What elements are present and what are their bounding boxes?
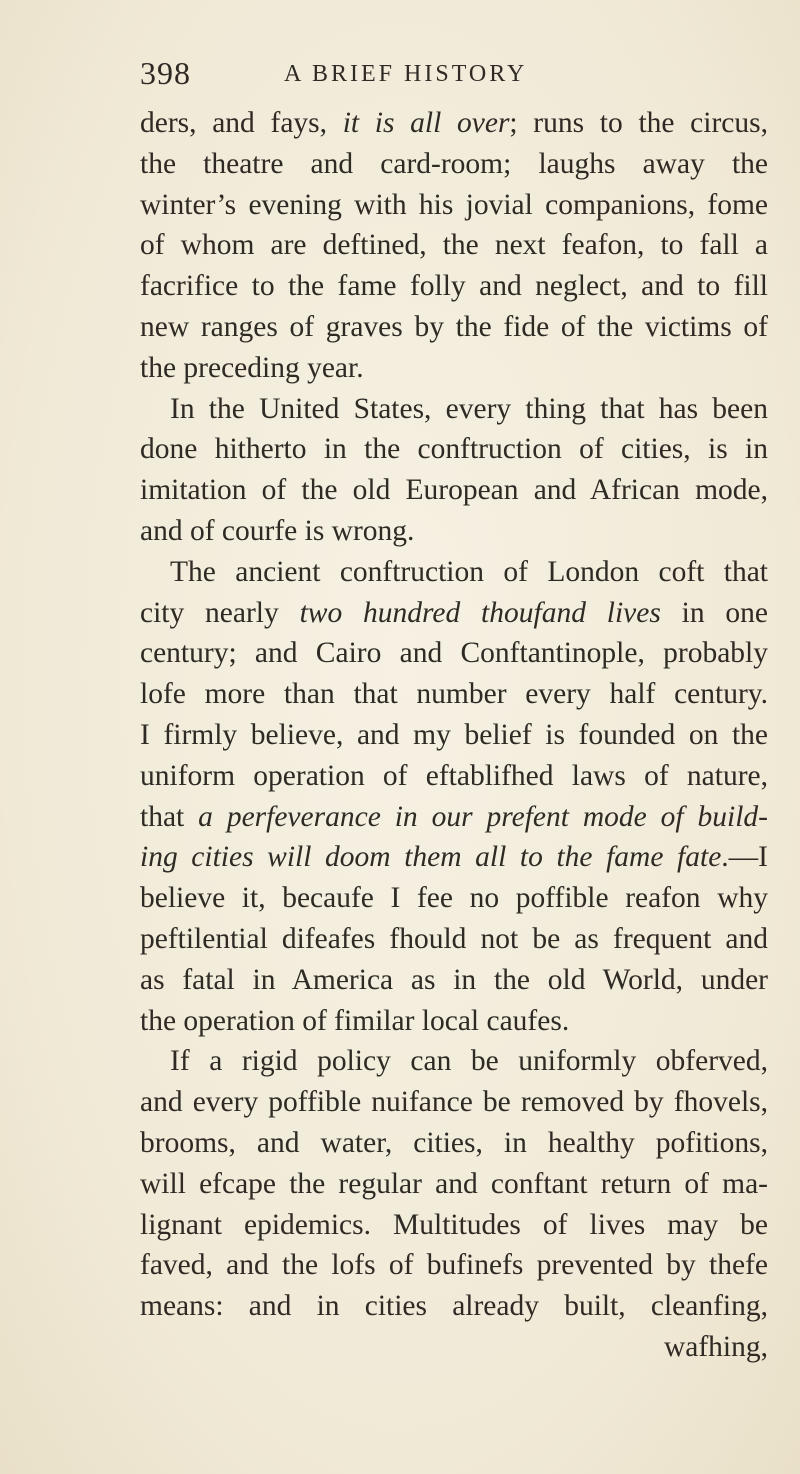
text-segment: that	[140, 800, 199, 833]
text-segment: will efcape the regular and conftant return of ma-	[140, 1167, 768, 1200]
text-segment: new ranges of graves by the fide of the victims of	[140, 310, 768, 343]
text-segment: the theatre and card-room; laughs away the	[140, 147, 768, 180]
text-line	[140, 919, 768, 960]
text-segment: and every poffible nuifance be removed by fhovels,	[140, 1086, 768, 1119]
text-segment: means: and in cities already built, cleanfing,	[140, 1290, 768, 1323]
text-segment: winter’s evening with his jovial companions, fome	[140, 188, 768, 221]
text-segment: faved, and the lofs of bufinefs prevented by thefe	[140, 1249, 768, 1282]
text-line	[140, 1041, 768, 1082]
text-segment: The ancient conftruction of London coft that	[170, 555, 768, 588]
text-line	[140, 307, 768, 348]
text-line	[140, 633, 768, 674]
text-segment: city nearly	[140, 596, 300, 629]
text-segment: If a rigid policy can be uniformly obferved,	[170, 1045, 768, 1078]
text-line	[140, 1327, 768, 1368]
text-segment: and of courfe is wrong.	[140, 514, 415, 547]
text-line	[140, 593, 768, 634]
text-line	[140, 878, 768, 919]
text-line	[140, 1123, 768, 1164]
text-segment: uniform operation of eftablifhed laws of nature,	[140, 759, 768, 792]
text-line	[140, 1286, 768, 1327]
text-line	[140, 960, 768, 1001]
italic-text: two hundred thoufand lives	[299, 596, 661, 629]
text-segment: wafhing,	[663, 1330, 768, 1363]
text-segment: facrifice to the fame folly and neglect, and to fill	[140, 270, 768, 303]
text-line	[140, 429, 768, 470]
text-segment: .—I	[721, 841, 768, 874]
text-line	[140, 797, 768, 838]
text-line	[140, 389, 768, 430]
text-line	[140, 348, 768, 389]
text-segment: brooms, and water, cities, in healthy pofitions,	[140, 1126, 768, 1159]
text-line	[140, 266, 768, 307]
text-segment: lignant epidemics. Multitudes of lives may be	[140, 1208, 768, 1241]
text-line	[140, 511, 768, 552]
text-segment: of whom are deftined, the next feafon, to fall a	[140, 229, 768, 262]
text-line	[140, 470, 768, 511]
text-line	[140, 103, 768, 144]
page-number: 398	[140, 55, 191, 91]
running-head: A BRIEF HISTORY	[284, 61, 528, 87]
text-segment: ders, and fays,	[140, 107, 343, 139]
text-line	[140, 674, 768, 715]
text-line	[140, 1082, 768, 1123]
text-line	[140, 1245, 768, 1286]
text-line	[140, 144, 768, 185]
italic-text: ing cities will doom them all to the fame fate	[140, 841, 722, 874]
text-line	[140, 1205, 768, 1246]
text-line	[140, 185, 768, 226]
text-line	[140, 715, 768, 756]
text-segment: century; and Cairo and Conftantinople, probably	[140, 637, 768, 670]
text-segment: lofe more than that number every half century.	[140, 678, 768, 711]
text-segment: done hitherto in the conftruction of cities, is in	[140, 433, 768, 466]
body-text	[140, 103, 768, 1368]
text-line	[140, 552, 768, 593]
text-segment: the preceding year.	[140, 351, 364, 384]
text-segment: the operation of fimilar local caufes.	[140, 1004, 570, 1037]
text-line	[140, 1001, 768, 1042]
italic-text: a perfeverance in our prefent mode of build-	[198, 800, 768, 833]
text-segment: I firmly believe, and my belief is founded on the	[140, 718, 768, 751]
page-header	[140, 55, 760, 95]
text-line	[140, 756, 768, 797]
text-line	[140, 837, 768, 878]
text-line	[140, 1164, 768, 1205]
text-segment: believe it, becaufe I fee no poffible reafon why	[140, 882, 768, 915]
text-line	[140, 225, 768, 266]
text-segment: ; runs to the circus,	[509, 107, 768, 139]
text-segment: peftilential difeafes fhould not be as frequent and	[140, 922, 768, 955]
italic-text: it is all over	[342, 107, 510, 139]
text-segment: imitation of the old European and African mode,	[140, 474, 768, 507]
text-segment: as fatal in America as in the old World, under	[140, 963, 768, 996]
text-segment: In the United States, every thing that has been	[170, 392, 768, 425]
text-segment: in one	[660, 596, 768, 629]
